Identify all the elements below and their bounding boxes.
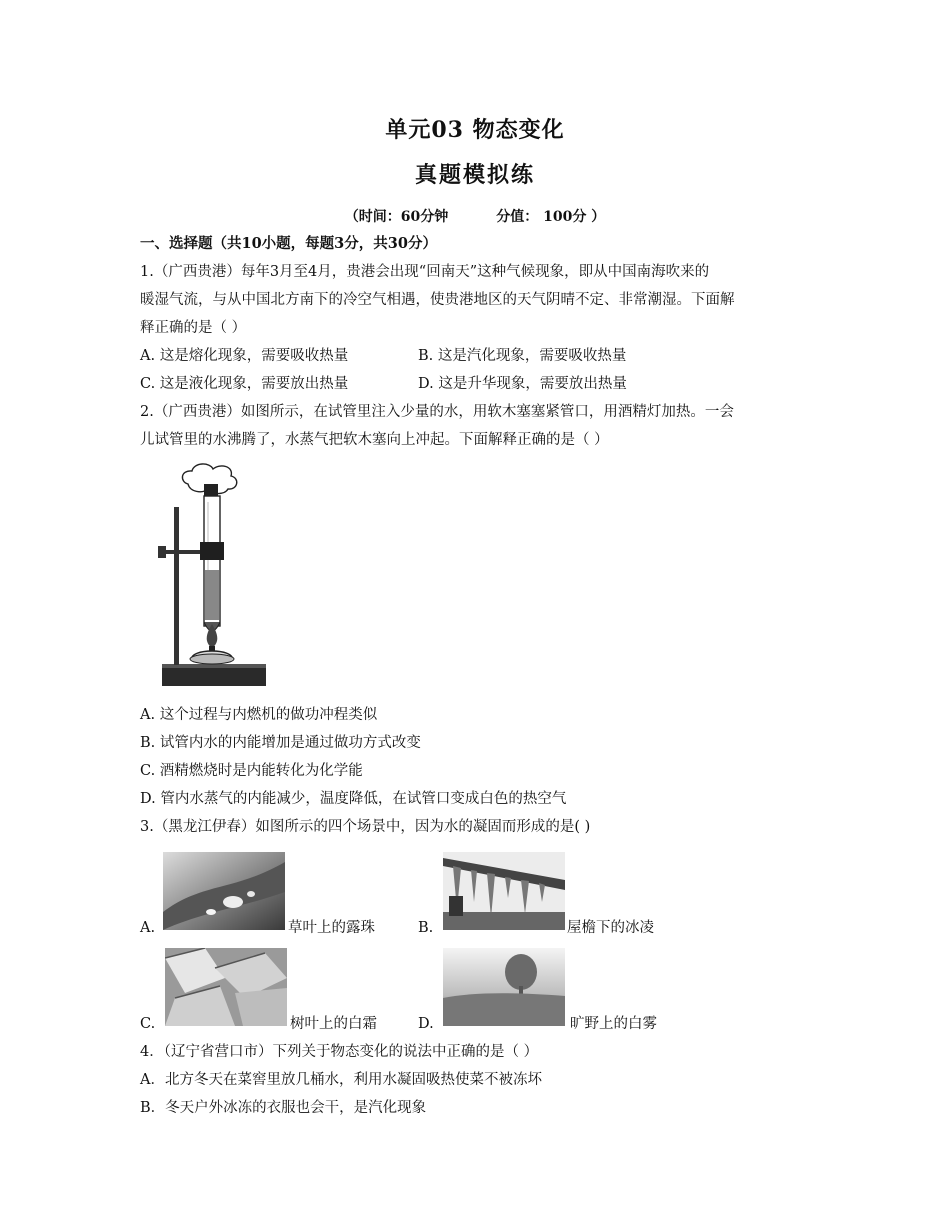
q2-option-a: A. 这个过程与内燃机的做功冲程类似 xyxy=(140,707,378,723)
icicles-photo xyxy=(443,852,565,930)
dew-on-grass-photo xyxy=(163,852,285,930)
q3-option-c-label: C. xyxy=(140,1016,156,1032)
q3-option-c-caption: 树叶上的白霜 xyxy=(290,1016,377,1032)
q1-option-b: B. 这是汽化现象，需要吸收热量 xyxy=(418,348,627,364)
q1-stem-line2: 暖湿气流，与从中国北方南下的冷空气相遇，使贵港地区的天气阴晴不定、非常潮湿。下面解 xyxy=(140,292,735,308)
time-label: （时间：60分钟 xyxy=(344,209,449,225)
q1-stem-line3: 释正确的是（ ） xyxy=(140,320,247,336)
section-heading: 一、选择题（共10小题，每题3分，共30分） xyxy=(140,235,437,252)
q3-option-b-label: B. xyxy=(418,920,434,936)
q1-option-d: D. 这是升华现象，需要放出热量 xyxy=(418,376,627,392)
unit-title: 单元03 物态变化 xyxy=(385,117,565,143)
q1-option-a: A. 这是熔化现象，需要吸收热量 xyxy=(140,348,349,364)
q3-option-d-caption: 旷野上的白雾 xyxy=(570,1016,657,1032)
frost-on-leaves-photo xyxy=(165,948,287,1026)
q1-option-c: C. 这是液化现象，需要放出热量 xyxy=(140,376,349,392)
q4-stem: 4．（辽宁省营口市）下列关于物态变化的说法中正确的是（ ） xyxy=(140,1044,539,1060)
q3-option-a-label: A. xyxy=(140,920,156,936)
score-label: 分值： 100分 ） xyxy=(496,209,606,225)
q1-stem-line1: 1.（广西贵港）每年3月至4月，贵港会出现“回南天”这种气候现象，即从中国南海吹来的 xyxy=(140,264,710,280)
q4-option-a: A．北方冬天在菜窖里放几桶水，利用水凝固吸热使菜不被冻坏 xyxy=(140,1072,542,1088)
test-tube-apparatus-figure xyxy=(158,462,270,692)
q2-option-c: C. 酒精燃烧时是内能转化为化学能 xyxy=(140,763,363,779)
q3-option-a-caption: 草叶上的露珠 xyxy=(288,920,375,936)
fog-over-field-photo xyxy=(443,948,565,1026)
page-subtitle: 真题模拟练 xyxy=(414,163,535,188)
q3-option-d-label: D. xyxy=(418,1016,434,1032)
q2-option-d: D. 管内水蒸气的内能减少，温度降低，在试管口变成白色的热空气 xyxy=(140,791,567,807)
q2-stem-line1: 2.（广西贵港）如图所示，在试管里注入少量的水，用软木塞塞紧管口，用酒精灯加热。一会 xyxy=(140,404,734,420)
q3-option-b-caption: 屋檐下的冰凌 xyxy=(567,920,654,936)
q3-stem: 3.（黑龙江伊春）如图所示的四个场景中，因为水的凝固而形成的是( ) xyxy=(140,819,591,835)
q2-stem-line2: 儿试管里的水沸腾了，水蒸气把软木塞向上冲起。下面解释正确的是（ ） xyxy=(140,432,609,448)
exam-meta xyxy=(0,206,950,226)
q4-option-b: B．冬天户外冰冻的衣服也会干，是汽化现象 xyxy=(140,1100,427,1116)
q2-option-b: B. 试管内水的内能增加是通过做功方式改变 xyxy=(140,735,421,751)
